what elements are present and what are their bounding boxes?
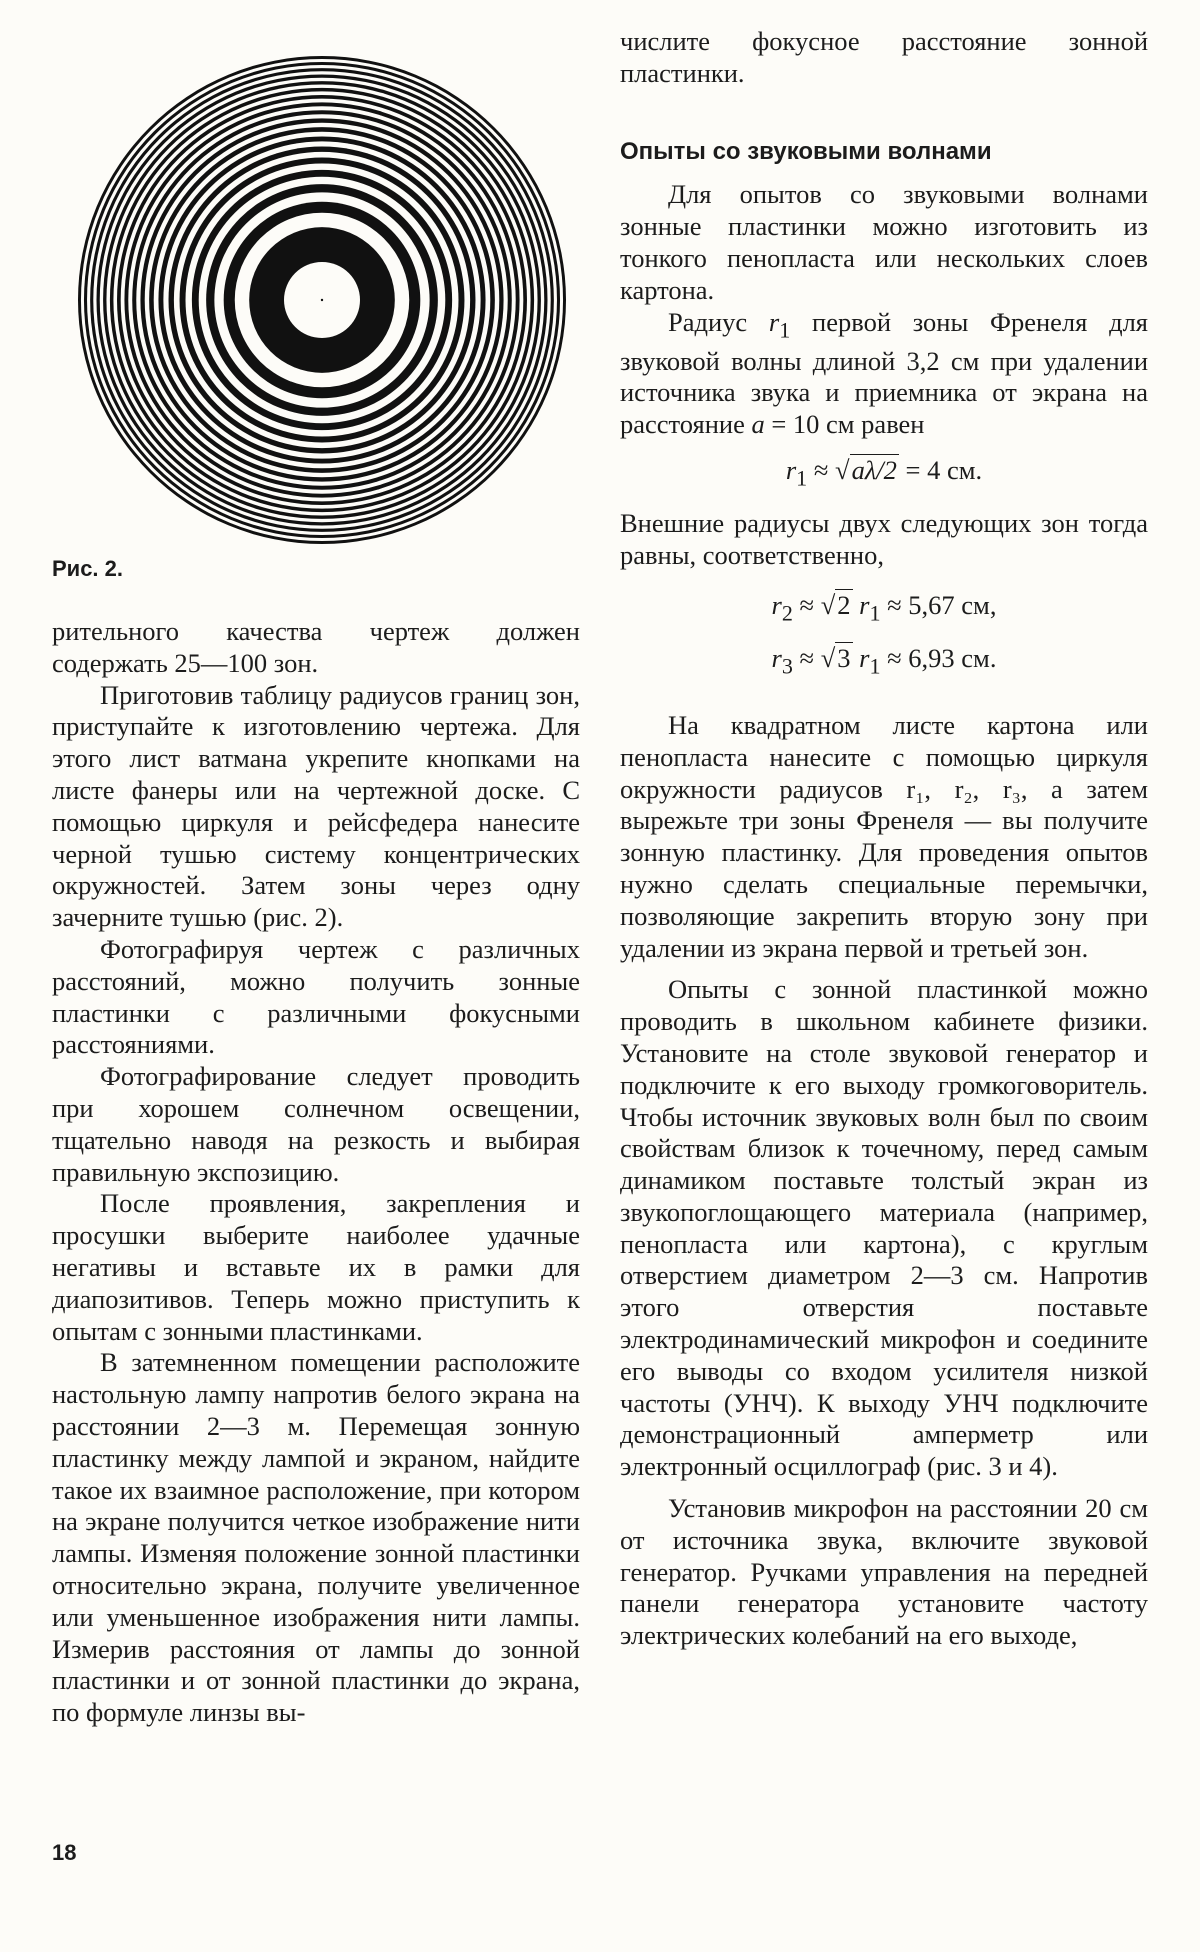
paragraph: Фотографирование следует проводить при хорошем солнечном освещении, тщательно наводя на резкость и выбирая правильную экспозицию. — [52, 1061, 580, 1187]
radicand: 2 — [837, 589, 851, 620]
subscript: 2 — [781, 600, 793, 626]
text: = 10 см равен — [764, 409, 925, 440]
right-column — [620, 26, 1148, 1652]
variable: r — [768, 306, 780, 337]
paragraph: рительного качества чертеж должен содержать 25—100 зон. — [52, 616, 580, 678]
variable: r — [852, 642, 870, 673]
left-column — [52, 616, 580, 1729]
paragraph: Приготовив таблицу радиусов границ зон, приступайте к изготовлению чертежа. Для этого лист ватмана укрепите кнопками на листе фанеры или на чертежной доске. С помощью циркуля и рейсфедера нанесите черной тушью систему концентрических окружностей. Затем зоны через одну зачерните тушью (рис. 2). — [52, 679, 580, 933]
subscript: 1 — [869, 653, 881, 679]
figure-caption: Рис. 2. — [52, 556, 124, 581]
radicand: aλ/2 — [851, 455, 897, 486]
section-heading: Опыты со звуковыми волнами — [620, 137, 992, 165]
paragraph: числите фокусное расстояние зонной пластинки. — [620, 26, 1148, 88]
paragraph: В затемненном помещении расположите настольную лампу напротив белого экрана на расстоянии 2—3 м. Перемещая зонную пластинку между лампой и экраном, найдите такое их взаимное расположение, при котором на экране получится четкое изображение нити лампы. Изменяя положение зонной пластинки относительно экрана, получите увеличенное или уменьшенное изображения нити лампы. Измерив расстояния от лампы до зонной пластинки и от зонной пластинки до экрана, по формуле линзы вы- — [52, 1347, 580, 1728]
page-number: 18 — [52, 1840, 77, 1865]
zone-plate-drawing — [52, 38, 592, 578]
radicand: 3 — [837, 642, 851, 673]
operator: ≈ √ — [792, 589, 836, 620]
centre-dot — [321, 299, 323, 301]
text: Радиус — [668, 306, 769, 337]
operator: ≈ √ — [807, 455, 850, 486]
text: ≈ 6,93 см. — [880, 642, 997, 673]
subscript: 3 — [781, 653, 793, 679]
zone-plate-figure — [52, 38, 592, 578]
paragraph: Установив микрофон на расстоянии 20 см от источника звука, включите звуковой генератор. Ручками управления на передней панели генератора установите частоту электрических колебаний на его выходе, — [620, 1493, 1148, 1651]
text: ≈ 5,67 см, — [880, 589, 997, 620]
text: первой зоны Френеля для звуковой волны длиной 3,2 см при удалении источника звука и приемника от экрана на расстояние — [620, 306, 1148, 440]
variable: r — [771, 589, 782, 620]
text: = 4 см. — [898, 455, 983, 486]
paragraph: Опыты с зонной пластинкой можно проводить в школьном кабинете физики. Установите на столе звуковой генератор и подключите к его выходу громкоговоритель. Чтобы источник звуковых волн был по своим свойствам близок к точечному, перед самым динамиком поставьте толстый экран из звукопоглощающего материала (например, пенопласта или картона), с круглым отверстием диаметром 2—3 см. Напротив этого отверстия поставьте электродинамический микрофон и соедините его выводы со входом усилителя низкой частоты (УНЧ). К выходу УНЧ подключите демонстрационный амперметр или электронный осциллограф (рис. 3 и 4). — [620, 974, 1148, 1482]
paragraph: Фотографируя чертеж с различных расстояний, можно получить зонные пластинки с различными фокусными расстояниями. — [52, 933, 580, 1060]
variable: a — [751, 409, 765, 440]
operator: ≈ √ — [792, 642, 836, 673]
paragraph: После проявления, закрепления и просушки выберите наиболее удачные негативы и вставьте их в рамки для диапозитивов. Теперь можно приступить к опытам с зонными пластинками. — [52, 1188, 580, 1346]
paragraph: Внешние радиусы двух следующих зон тогда равны, соответственно, — [620, 508, 1148, 570]
paragraph: На квадратном листе картона или пенопласта нанесите с помощью циркуля окружности радиусов r₁, r₂, r₃, а затем вырежьте три зоны Френеля — вы получите зонную пластинку. Для проведения опытов нужно сделать специальные перемычки, позволяющие закрепить вторую зону при удалении из экрана первой и третьей зон. — [620, 709, 1148, 963]
paragraph — [620, 307, 1148, 441]
formula-r1 — [620, 455, 1148, 494]
subscript: 1 — [796, 465, 808, 491]
variable: r — [785, 455, 797, 486]
paragraph: Для опытов со звуковыми волнами зонные пластинки можно изготовить из тонкого пенопласта или нескольких слоев картона. — [620, 179, 1148, 305]
formula-r2 — [620, 590, 1148, 629]
formula-r3 — [620, 643, 1148, 682]
variable: r — [771, 642, 782, 673]
subscript: 1 — [779, 316, 791, 342]
variable: r — [852, 589, 870, 620]
subscript: 1 — [869, 600, 881, 626]
